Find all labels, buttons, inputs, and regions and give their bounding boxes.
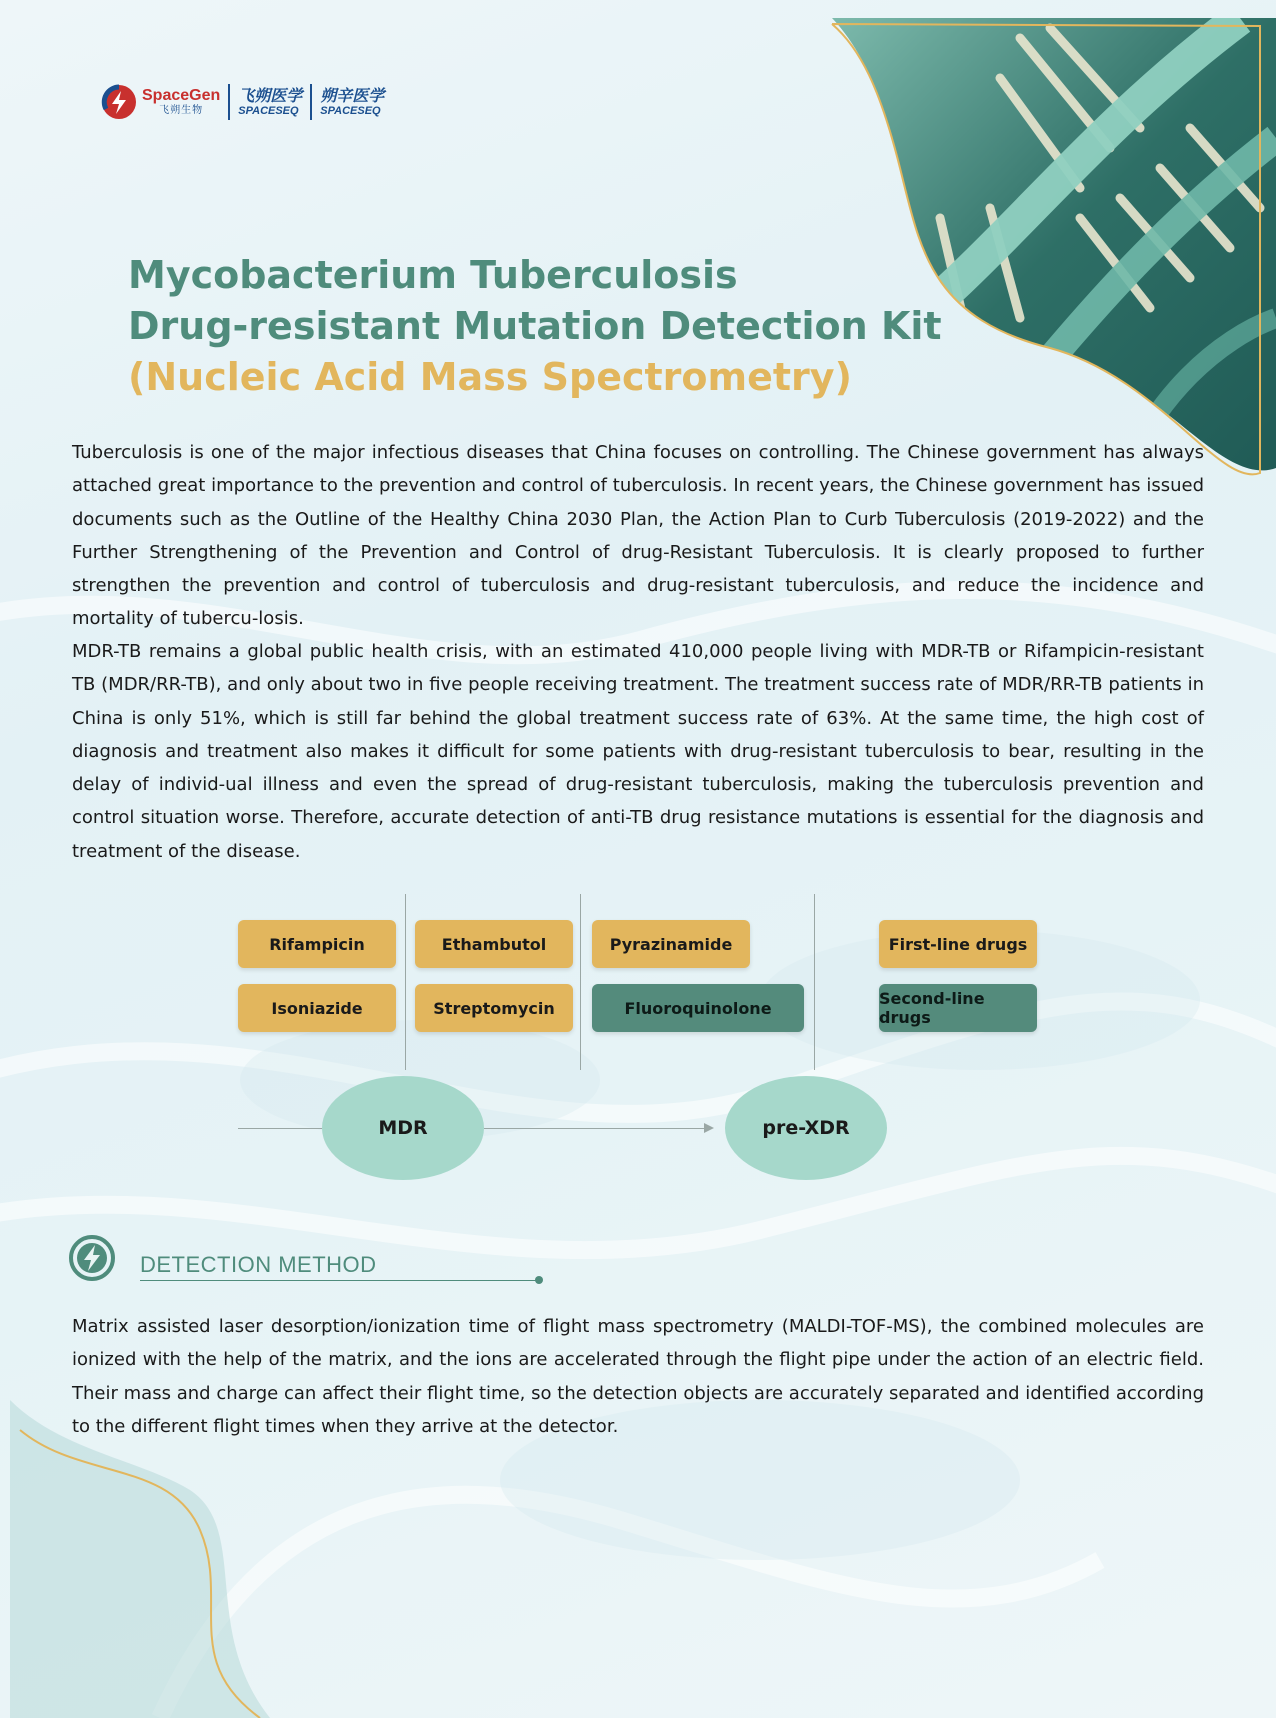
drug-ethambutol: Ethambutol <box>415 920 573 968</box>
logo-sub2-cn: 朔辛医学 <box>320 85 385 105</box>
intro-paragraph-1: Tuberculosis is one of the major infectious diseases that China focuses on controlling. The Chinese government has always attached great importance to the prevention and control of tuberculosis. In recent years, the Chinese government has issued documents such as the Outline of the Healthy China 2030 Plan, the Action Plan to Curb Tuberculosis (2019-2022) and the Further Strengthening of the Prevention and Control of drug-Resistant Tuberculosis. It is clearly proposed to further strengthen the prevention and control of tuberculosis and drug-resistant tuberculosis, and reduce the incidence and mortality of tubercu-losis. <box>72 442 1204 630</box>
logo-sub1-en: SPACESEQ <box>238 104 299 117</box>
logo-sub2 <box>320 87 384 118</box>
legend-second-line: Second-line drugs <box>879 984 1037 1032</box>
logo-sub2-en: SPACESEQ <box>320 104 381 117</box>
lightning-badge-icon <box>68 1234 116 1282</box>
drug-pyrazinamide: Pyrazinamide <box>592 920 750 968</box>
intro-paragraph-2: MDR-TB remains a global public health crisis, with an estimated 410,000 people living with MDR-TB or Rifampicin-resistant TB (MDR/RR-TB), and only about two in five people receiving treatment. The treatment success rate of MDR/RR-TB patients in China is only 51%, which is still far behind the global treatment success rate of 63%. At the same time, the high cost of diagnosis and treatment also makes it difficult for some patients with drug-resistant tuberculosis to bear, resulting in the delay of individ-ual illness and even the spread of drug-resistant tuberculosis, making the tuberculosis prevention and control situation worse. Therefore, accurate detection of anti-TB drug resistance mutations is essential for the diagnosis and treatment of the disease. <box>72 641 1204 862</box>
drug-fluoroquinolone: Fluoroquinolone <box>592 984 804 1032</box>
title-line-2: Drug-resistant Mutation Detection Kit <box>128 304 942 348</box>
logo-brand-cn: 飞朔生物 <box>159 105 204 116</box>
page-title <box>128 250 942 403</box>
detection-method-paragraph: Matrix assisted laser desorption/ionization time of flight mass spectrometry (MALDI-TOF-MS), the combined molecules are ionized with the help of the matrix, and the ions are accelerated through the flight pipe under the action of an electric field. Their mass and charge can affect their flight time, so the detection objects are accurately separated and identified according to the different flight times when they arrive at the detector. <box>72 1316 1204 1437</box>
connector-line <box>238 1128 322 1129</box>
logo-divider <box>228 84 230 120</box>
drug-rifampicin: Rifampicin <box>238 920 396 968</box>
section-title: DETECTION METHOD <box>140 1252 377 1277</box>
stage-pre-xdr: pre-XDR <box>725 1076 887 1180</box>
corner-decoration <box>0 1400 320 1718</box>
divider-line <box>580 894 581 1070</box>
logo-sub1-cn: 飞朔医学 <box>238 85 303 105</box>
title-line-3: (Nucleic Acid Mass Spectrometry) <box>128 355 852 399</box>
divider-line <box>405 894 406 1070</box>
connector-arrow-line <box>484 1128 706 1129</box>
arrow-right-icon <box>704 1123 714 1133</box>
drug-isoniazide: Isoniazide <box>238 984 396 1032</box>
divider-line <box>814 894 815 1070</box>
section-underline <box>140 1280 540 1281</box>
logo-brand-name: SpaceGen <box>142 87 221 104</box>
drug-streptomycin: Streptomycin <box>415 984 573 1032</box>
stage-mdr: MDR <box>322 1076 484 1180</box>
drug-resistance-diagram <box>0 880 1276 1200</box>
section-underline-dot <box>535 1276 543 1284</box>
logo-sub1 <box>238 87 302 118</box>
legend-first-line: First-line drugs <box>879 920 1037 968</box>
spacegen-logo-icon <box>100 83 138 121</box>
detection-method-header <box>68 1234 488 1284</box>
logo-divider <box>310 84 312 120</box>
title-line-1: Mycobacterium Tuberculosis <box>128 253 738 297</box>
company-logo <box>100 80 384 124</box>
